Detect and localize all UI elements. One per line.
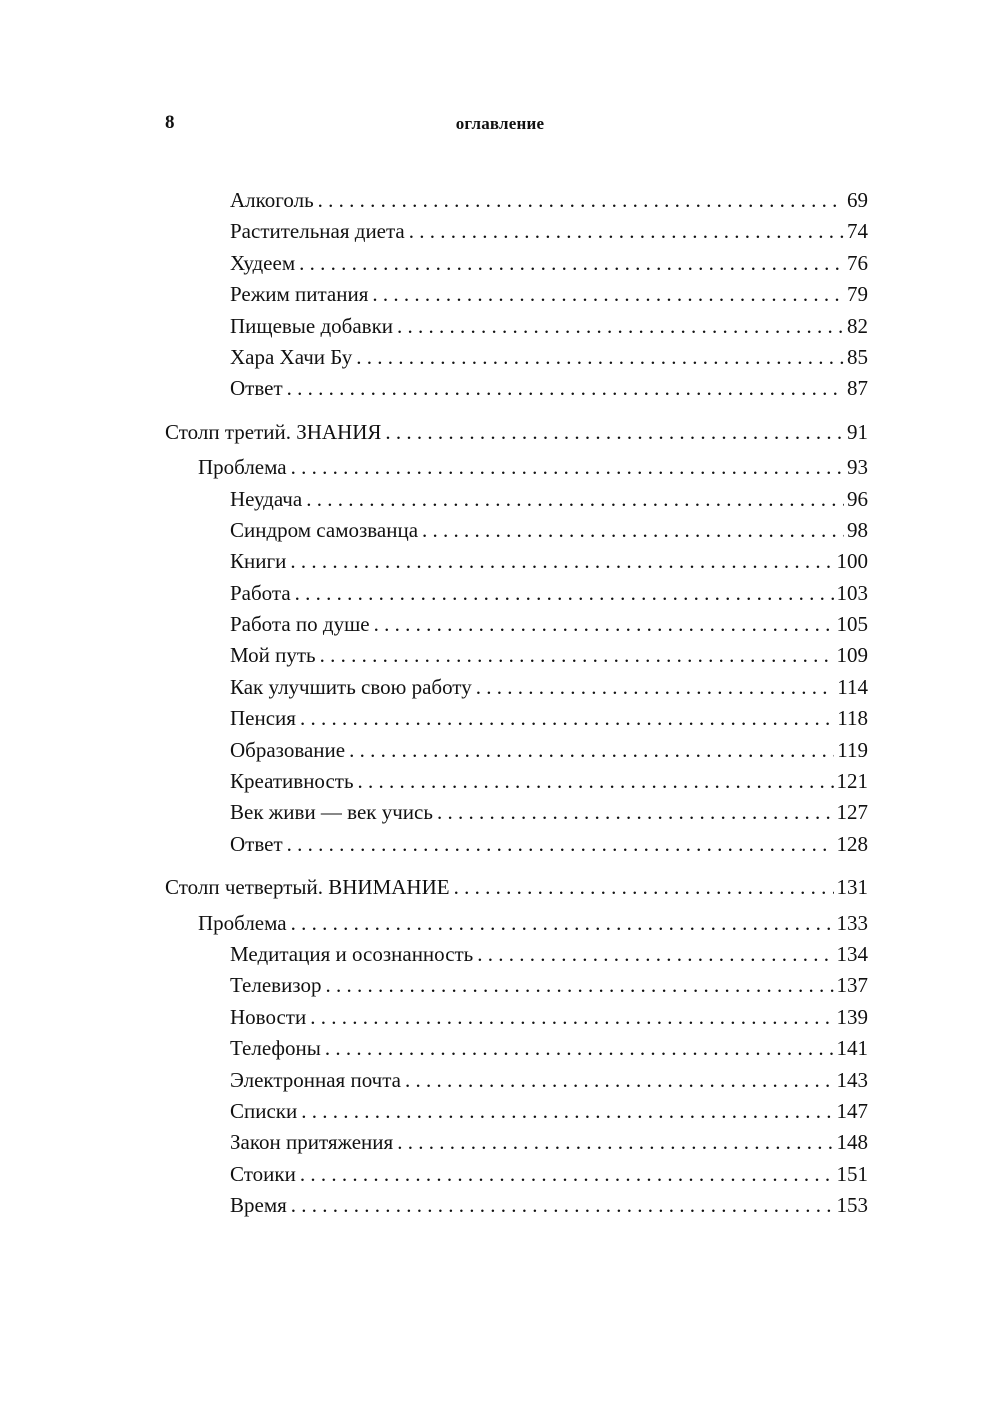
toc-entry (0, 939, 868, 970)
toc-entry-page: 93 (847, 455, 868, 480)
toc-entry (0, 311, 868, 342)
toc-entry (0, 185, 868, 216)
dot-leader (372, 279, 844, 310)
dot-leader (306, 484, 844, 515)
toc-entry-title: Столп третий. ЗНАНИЯ (165, 419, 382, 444)
toc-entry-title: Телевизор (230, 973, 322, 998)
toc-entry-title: Списки (230, 1098, 298, 1123)
dot-leader (476, 672, 835, 703)
toc-entry (0, 546, 868, 577)
toc-entry-page: 82 (847, 313, 868, 338)
toc-entry-page: 143 (836, 1067, 868, 1092)
toc-entry-title: Век живи — век учись (230, 800, 433, 825)
toc-entry-title: Телефоны (230, 1036, 321, 1061)
dot-leader (300, 1159, 834, 1190)
dot-leader (291, 452, 844, 483)
toc-entry (0, 248, 868, 279)
toc-entry-page: 114 (837, 674, 868, 699)
toc-entry-title: Работа по душе (230, 612, 370, 637)
toc-entry (0, 578, 868, 609)
toc-entry (0, 908, 868, 939)
toc-entry (0, 1002, 868, 1033)
dot-leader (300, 703, 834, 734)
toc-entry (0, 1159, 868, 1190)
dot-leader (291, 908, 834, 939)
toc-entry (0, 484, 868, 515)
toc-entry-title: Стоики (230, 1161, 296, 1186)
toc-entry-page: 109 (836, 643, 868, 668)
dot-leader (454, 872, 834, 903)
running-title: оглавление (455, 114, 545, 133)
toc-entry-title: Неудача (230, 486, 303, 511)
toc-entry (0, 1065, 868, 1096)
toc-entry-title: Электронная почта (230, 1067, 401, 1092)
dot-leader (287, 373, 844, 404)
toc-entry-title: Медитация и осознанность (230, 941, 474, 966)
dot-leader (310, 1002, 833, 1033)
dot-leader (301, 1096, 833, 1127)
toc-entry-page: 74 (847, 219, 868, 244)
toc-entry-title: Алкоголь (230, 188, 314, 212)
toc-entry-page: 87 (847, 376, 868, 401)
toc-entry-page: 121 (836, 769, 868, 794)
dot-leader (325, 1033, 834, 1064)
toc-entry (0, 672, 868, 703)
toc-entry-page: 141 (836, 1036, 868, 1061)
toc-entry-title: Мой путь (230, 643, 316, 668)
toc-entry-title: Новости (230, 1004, 307, 1029)
toc-entry-title: Худеем (230, 250, 296, 275)
toc-entry (0, 342, 868, 373)
toc-entry-title: Как улучшить свою работу (230, 674, 472, 699)
dot-leader (397, 311, 844, 342)
toc-entry-page: 103 (836, 580, 868, 605)
toc-entry-title: Работа (230, 580, 291, 605)
dot-leader (358, 766, 834, 797)
toc-entry-title: Креативность (230, 769, 354, 794)
toc-entry-title: Проблема (198, 455, 287, 480)
dot-leader (422, 515, 844, 546)
toc-entry-title: Проблема (198, 910, 287, 935)
toc-entry-page: 148 (836, 1130, 868, 1155)
dot-leader (349, 735, 834, 766)
toc-entry-page: 151 (836, 1161, 868, 1186)
toc-entry-page: 96 (847, 486, 868, 511)
toc-entry (0, 872, 868, 903)
dot-leader (295, 578, 834, 609)
toc-entry-page: 134 (836, 941, 868, 966)
dot-leader (409, 216, 844, 247)
toc-entry (0, 417, 868, 448)
toc-entry (0, 829, 868, 860)
dot-leader (374, 609, 834, 640)
dot-leader (320, 640, 834, 671)
toc-entry-title: Время (230, 1193, 287, 1218)
toc-entry-page: 147 (836, 1098, 868, 1123)
toc-entry-title: Ответ (230, 831, 283, 856)
toc-entry (0, 735, 868, 766)
toc-entry (0, 515, 868, 546)
toc-entry-page: 153 (836, 1193, 868, 1218)
toc-entry-page: 128 (836, 831, 868, 856)
toc-entry-page: 119 (837, 737, 868, 762)
toc-entry (0, 640, 868, 671)
dot-leader (325, 970, 833, 1001)
toc-entry-title: Пенсия (230, 706, 296, 731)
toc-entry-page: 76 (847, 250, 868, 275)
toc-entry-title: Закон притяжения (230, 1130, 394, 1155)
toc-entry (0, 1096, 868, 1127)
toc-entry-title: Растительная диета (230, 219, 405, 244)
dot-leader (318, 185, 844, 216)
table-of-contents (0, 185, 1000, 1222)
dot-leader (405, 1065, 834, 1096)
toc-entry-page: 131 (836, 875, 868, 900)
toc-entry-title: Синдром самозванца (230, 517, 419, 542)
toc-entry-page: 100 (836, 549, 868, 574)
dot-leader (299, 248, 844, 279)
toc-entry-title: Режим питания (230, 282, 369, 307)
page-number: 8 (165, 112, 175, 133)
toc-entry-page: 118 (837, 706, 868, 731)
toc-entry-page: 127 (836, 800, 868, 825)
toc-entry-page: 133 (836, 910, 868, 935)
toc-entry-page: 85 (847, 344, 868, 369)
page-header (0, 112, 1000, 138)
toc-entry (0, 1033, 868, 1064)
toc-entry (0, 1127, 868, 1158)
toc-entry-page: 139 (836, 1004, 868, 1029)
toc-entry-title: Столп четвертый. ВНИМАНИЕ (165, 875, 450, 900)
toc-entry (0, 279, 868, 310)
toc-entry-title: Пищевые добавки (230, 313, 394, 338)
dot-leader (477, 939, 833, 970)
toc-entry (0, 766, 868, 797)
toc-entry-title: Образование (230, 737, 346, 762)
toc-entry-page: 105 (836, 612, 868, 637)
toc-entry-page: 69 (847, 188, 868, 212)
dot-leader (291, 1190, 834, 1221)
dot-leader (385, 417, 844, 448)
toc-entry-title: Хара Хачи Бу (230, 344, 353, 369)
toc-entry (0, 609, 868, 640)
toc-entry-page: 91 (847, 419, 868, 444)
dot-leader (437, 797, 834, 828)
toc-entry (0, 797, 868, 828)
toc-entry (0, 703, 868, 734)
dot-leader (290, 546, 833, 577)
toc-entry (0, 1190, 868, 1221)
toc-entry-page: 137 (836, 973, 868, 998)
toc-entry (0, 216, 868, 247)
toc-entry (0, 373, 868, 404)
toc-entry-page: 98 (847, 517, 868, 542)
dot-leader (356, 342, 844, 373)
toc-entry-title: Ответ (230, 376, 283, 401)
toc-entry-title: Книги (230, 549, 287, 574)
dot-leader (397, 1127, 833, 1158)
toc-entry (0, 452, 868, 483)
toc-entry-page: 79 (847, 282, 868, 307)
dot-leader (287, 829, 834, 860)
toc-entry (0, 970, 868, 1001)
